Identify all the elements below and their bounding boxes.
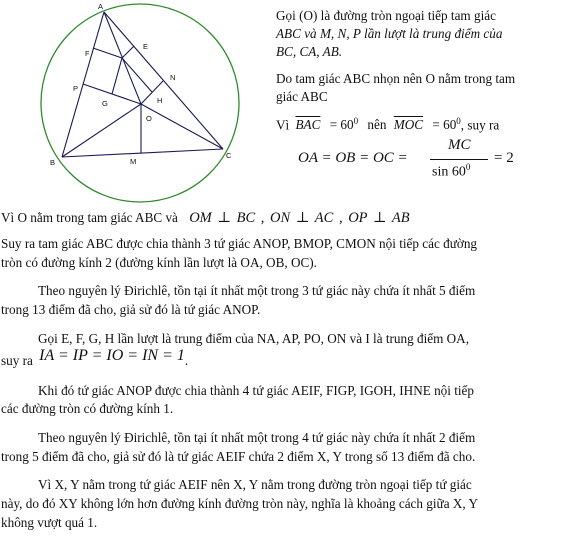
body-line-12: Vì X, Y nằm trong tứ giác AEIF nên X, Y nằm trong đường tròn ngoại tiếp tứ giác (38, 477, 472, 492)
segment-eh (122, 58, 152, 92)
label-h: H (157, 96, 163, 105)
oa-equation (298, 138, 538, 184)
segment-fg (93, 48, 122, 58)
right-line-6 (276, 113, 499, 134)
segment-oc (141, 104, 223, 149)
body-line-1: Vì O nằm trong tam giác ABC và OM ⊥ BC , ON ⊥ AC , OP ⊥ AB (1, 210, 410, 226)
body-line-11: trong 5 điểm đã cho, giả sử đó là tứ giác AEIF chứa 2 điểm X, Y trong số 13 điểm đã cho. (1, 449, 476, 464)
eq-numerator: MC (448, 137, 471, 153)
angle-bac: $\overline{BAC}$ (295, 117, 321, 133)
angle-moc: $\overline{MOC}$ (393, 117, 424, 133)
eq-denominator: $\sin 60^0$ (432, 162, 471, 180)
label-p: P (73, 84, 79, 93)
ia-equation: IA = IP = IO = IN = 1 (39, 347, 185, 364)
degree-c: 0 (465, 162, 471, 172)
label-m: M (130, 157, 137, 166)
label-a: A (98, 2, 104, 11)
circumcircle (41, 4, 239, 202)
eq-left: OA = OB = OC = (298, 150, 408, 166)
side-ac (104, 12, 223, 149)
right-line-1: Gọi (O) là đường tròn ngoại tiếp tam giác (276, 8, 496, 23)
segment-ob (62, 104, 141, 157)
side-bc (62, 149, 223, 157)
suy-ra: , suy ra (460, 117, 500, 133)
body-line-2: Suy ra tam giác ABC được chia thành 3 tứ giác ANOP, BMOP, CMON nội tiếp các đường (1, 236, 478, 251)
body-line-13: này, do đó XY không lớn hơn đường kính đường tròn này, nghĩa là khoảng cách giữa X, Y (1, 496, 478, 511)
nen-word: nên (367, 117, 387, 133)
body-line-14: không vượt quá 1. (1, 515, 98, 530)
eq-60-b: = 60 (432, 117, 457, 133)
vi-word: Vì (276, 117, 290, 133)
label-e: E (143, 42, 149, 51)
degree-b: 0 (456, 116, 461, 126)
right-line-2: ABC và M, N, P lần lượt là trung điểm của (276, 26, 503, 41)
segment-ig (112, 58, 122, 94)
body-line-3: tròn có đường kính 2 (đường kính lần lượt là OA, OB, OC). (1, 255, 317, 270)
label-b: B (50, 158, 56, 167)
right-line-4: Do tam giác ABC nhọn nên O nằm trong tam (276, 71, 516, 86)
label-g: G (102, 99, 108, 108)
fraction-bar (430, 159, 488, 160)
label-n: N (170, 73, 176, 82)
body-line-5: trong 13 điểm đã cho, giả sử đó là tứ giác ANOP. (1, 302, 261, 317)
triangle-circle-figure (40, 0, 265, 205)
degree-a: 0 (353, 116, 359, 126)
body-line-7: suy ra IA = IP = IO = IN = 1. (1, 347, 189, 368)
label-c: C (226, 151, 232, 160)
body-line-8: Khi đó tứ giác ANOP được chia thành 4 tứ giác AEIF, FIGP, IGOH, IHNE nội tiếp (38, 383, 474, 398)
body-line-4: Theo nguyên lý Đirichlê, tồn tại ít nhất một trong 3 tứ giác này chứa ít nhất 5 điểm (38, 283, 476, 298)
label-o: O (146, 114, 152, 123)
body-line-6: Gọi E, F, G, H lần lượt là trung điểm của NA, AP, PO, ON và I là trung điểm OA, (38, 331, 469, 346)
body-line-10: Theo nguyên lý Đirichlê, tồn tại ít nhất một trong 4 tứ giác này chứa ít nhất 2 điểm (38, 430, 476, 445)
eq-right: = 2 (494, 150, 514, 166)
perp-relations: OM ⊥ BC , ON ⊥ AC , OP ⊥ AB (189, 210, 410, 226)
body-line-9: các đường tròn có đường kính 1. (1, 401, 174, 416)
right-line-5: giác ABC (276, 89, 328, 104)
label-f: F (85, 49, 90, 58)
segment-ie (122, 46, 134, 58)
eq-60-a: = 60 (329, 117, 354, 133)
right-line-3: BC, CA, AB. (276, 44, 343, 59)
